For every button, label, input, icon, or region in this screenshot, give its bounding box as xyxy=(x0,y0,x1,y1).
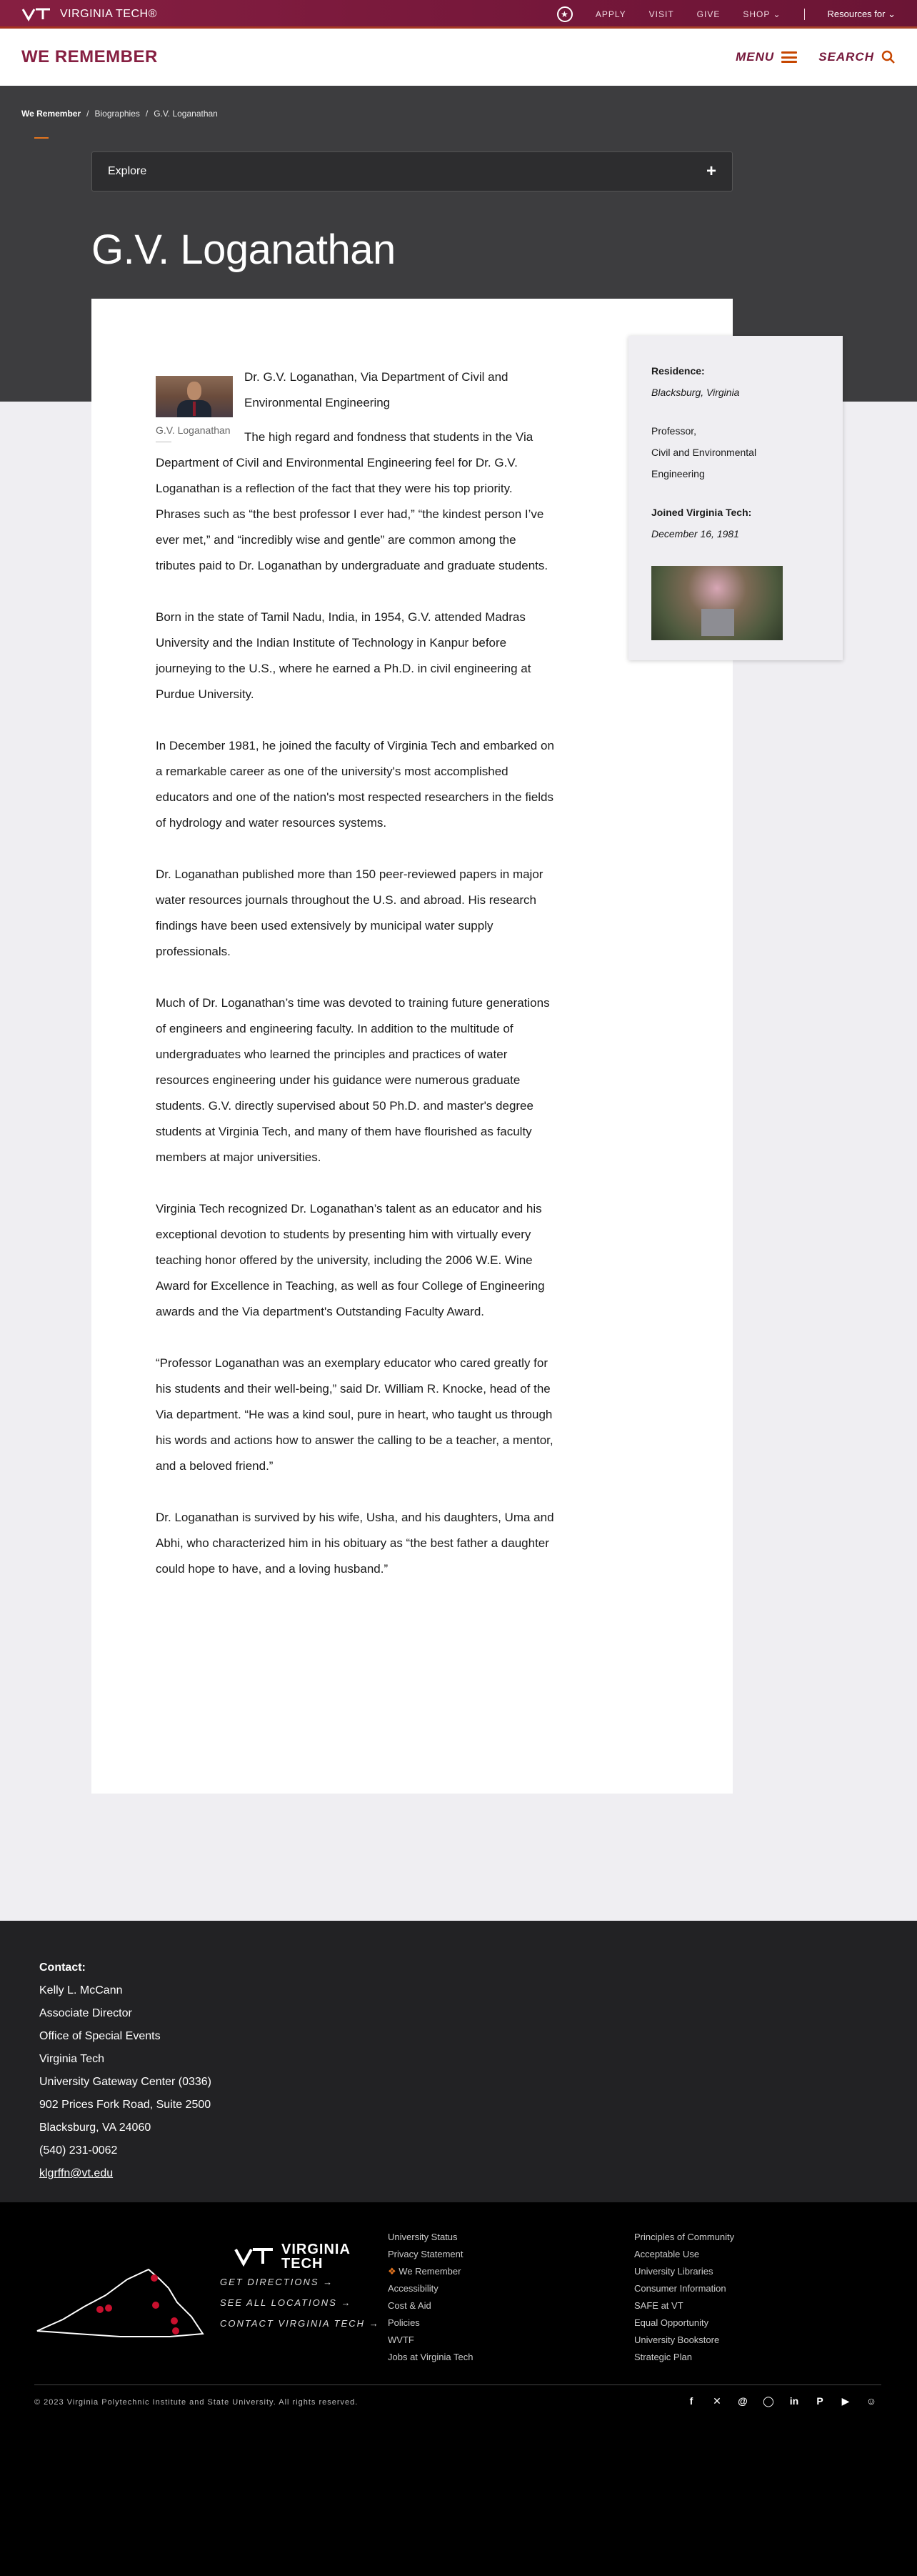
hamburger-icon xyxy=(781,51,797,63)
get-directions-label: GET DIRECTIONS xyxy=(220,2277,319,2287)
see-all-locations-link[interactable] xyxy=(220,2297,380,2308)
arrow-right-icon: → xyxy=(341,2297,352,2308)
footer-vt-logo[interactable] xyxy=(234,2242,351,2271)
breadcrumb-current: G.V. Loganathan xyxy=(154,109,218,119)
contact-label: Contact: xyxy=(39,1961,86,1974)
we-remember-label: We Remember xyxy=(399,2266,461,2277)
site-header xyxy=(0,29,917,86)
breadcrumb-we-remember[interactable]: We Remember xyxy=(21,109,81,119)
page-title: G.V. Loganathan xyxy=(91,227,396,273)
footer-link-we-remember[interactable] xyxy=(388,2265,473,2277)
breadcrumb-separator: / xyxy=(86,109,89,119)
chevron-down-icon: ⌄ xyxy=(773,9,781,19)
pinterest-icon[interactable]: P xyxy=(816,2395,823,2407)
footer-link[interactable]: University Status xyxy=(388,2232,458,2242)
ribbon-icon: ❖ xyxy=(388,2266,396,2277)
contact-building: University Gateway Center (0336) xyxy=(39,2076,211,2088)
menu-button[interactable] xyxy=(736,50,797,64)
instagram-icon[interactable]: ◯ xyxy=(763,2395,774,2407)
footer-link[interactable]: University Libraries xyxy=(634,2266,713,2277)
footer-link[interactable]: Consumer Information xyxy=(634,2283,726,2294)
contact-name: Kelly L. McCann xyxy=(39,1984,123,1996)
contact-vt-label: CONTACT VIRGINIA TECH xyxy=(220,2318,366,2329)
footer-links-col-2 xyxy=(634,2231,734,2363)
paragraph-1: The high regard and fondness that students in the Via Department of Civil and Environmental Engineering feel for Dr. G.V. Loganathan is a reflection of the fact that they were his top priority. Phrases such as “the best professor I ever had,” “the kindest person I’ve ever met,” and “incredibly wise and gentle” are common among the tributes paid to Dr. Loganathan by undergraduate and graduate students. xyxy=(156,430,548,572)
threads-icon[interactable]: @ xyxy=(738,2395,748,2407)
facebook-icon[interactable]: f xyxy=(689,2395,693,2407)
footer-logo-virginia: VIRGINIA xyxy=(281,2242,351,2257)
portrait-caption: G.V. Loganathan xyxy=(156,424,231,436)
role-line-2: Civil and Environmental xyxy=(651,447,757,458)
youtube-icon[interactable]: ▶ xyxy=(841,2395,850,2407)
menu-label: MENU xyxy=(736,50,775,64)
copyright: © 2023 Virginia Polytechnic Institute and State University. All rights reserved. xyxy=(34,2398,359,2407)
breadcrumb-biographies[interactable]: Biographies xyxy=(94,109,140,119)
joined-label: Joined Virginia Tech: xyxy=(651,507,752,518)
footer-link[interactable]: Jobs at Virginia Tech xyxy=(388,2352,473,2362)
bio-sidebar xyxy=(628,336,843,660)
footer-link[interactable]: Accessibility xyxy=(388,2283,439,2294)
footer-link[interactable]: Privacy Statement xyxy=(388,2249,463,2259)
paragraph-2: Born in the state of Tamil Nadu, India, in 1954, G.V. attended Madras University and the Indian Institute of Technology in Kanpur before journeying to the U.S., where he earned a Ph.D. in civil engineering at Purdue University. xyxy=(156,610,531,701)
site-title[interactable]: WE REMEMBER xyxy=(21,47,158,66)
paragraph-7: “Professor Loganathan was an exemplary educator who cared greatly for his students and their well-being,” said Dr. William R. Knocke, head of the Via department. “He was a kind soul, pure in heart, who taught us through his words and actions how to answer the calling to be a teacher, a mentor, and a beloved friend.” xyxy=(156,1356,553,1473)
contact-street: 902 Prices Fork Road, Suite 2500 xyxy=(39,2099,211,2111)
brand-bar xyxy=(0,0,917,29)
footer-cta-links xyxy=(220,2277,380,2329)
visit-link[interactable]: VISIT xyxy=(648,9,674,19)
paragraph-6: Virginia Tech recognized Dr. Loganathan’s talent as an educator and his exceptional devotion to students by presenting him with virtually every teaching honor offered by the university, including the 2006 W.E. Wine Award for Excellence in Teaching, as well as four College of Engineering awards and the Via department's Outstanding Faculty Award. xyxy=(156,1202,545,1318)
contact-org: Virginia Tech xyxy=(39,2053,105,2065)
paragraph-3: In December 1981, he joined the faculty of Virginia Tech and embarked on a remarkable career as one of the university's most accomplished educators and one of the nation's most respected researchers in the fields of hydrology and water resources systems. xyxy=(156,739,554,830)
footer-link[interactable]: Equal Opportunity xyxy=(634,2317,709,2328)
resources-label: Resources for xyxy=(827,9,886,19)
arrow-right-icon: → xyxy=(323,2277,334,2287)
accessibility-icon[interactable]: ★ xyxy=(557,6,573,22)
top-links xyxy=(557,6,896,22)
explore-label: Explore xyxy=(108,165,147,177)
residence-value: Blacksburg, Virginia xyxy=(651,387,740,398)
footer-link[interactable]: Principles of Community xyxy=(634,2232,735,2242)
joined-value: December 16, 1981 xyxy=(651,528,739,539)
vt-logo-icon xyxy=(21,7,53,21)
footer-link[interactable]: Policies xyxy=(388,2317,420,2328)
shop-link[interactable] xyxy=(743,9,781,19)
get-directions-link[interactable] xyxy=(220,2277,380,2287)
paragraph-5: Much of Dr. Loganathan’s time was devoted to training future generations of engineers and engineering faculty. In addition to the multitude of undergraduates who learned the principles and practices of water resources engineering under his guidance were numerous graduate students. G.V. directly supervised about 50 Ph.D. and master's degree students at Virginia Tech, and many of them have flourished as faculty members at major universities. xyxy=(156,996,550,1164)
give-link[interactable]: GIVE xyxy=(696,9,721,19)
intro-heading: Dr. G.V. Loganathan, Via Department of Civil and Environmental Engineering xyxy=(244,370,508,409)
breadcrumb-accent xyxy=(34,137,49,139)
footer-logo-tech: TECH xyxy=(281,2256,324,2272)
contact-email-link[interactable]: klgrffn@vt.edu xyxy=(39,2167,114,2179)
footer-link[interactable]: Acceptable Use xyxy=(634,2249,700,2259)
footer-links-col-1 xyxy=(388,2231,473,2363)
x-icon[interactable]: ✕ xyxy=(713,2395,721,2407)
arrow-right-icon: → xyxy=(369,2318,380,2329)
header-actions xyxy=(736,50,896,64)
contact-office: Office of Special Events xyxy=(39,2030,161,2042)
social-links xyxy=(683,2392,880,2410)
breadcrumb xyxy=(21,109,218,119)
footer-divider xyxy=(34,2384,881,2385)
contact-section xyxy=(0,1921,917,2202)
see-all-locations-label: SEE ALL LOCATIONS xyxy=(220,2297,337,2308)
vt-brand-text: VIRGINIA TECH® xyxy=(60,8,157,20)
portrait-image xyxy=(156,376,233,417)
plus-icon: + xyxy=(706,161,716,181)
role-line-3: Engineering xyxy=(651,468,705,479)
divider xyxy=(804,9,805,20)
contact-vt-link[interactable] xyxy=(220,2318,380,2329)
linkedin-icon[interactable]: in xyxy=(789,2395,799,2407)
biography-content xyxy=(156,364,556,1582)
role-line-1: Professor, xyxy=(651,425,697,437)
explore-accordion[interactable] xyxy=(91,151,733,192)
paragraph-8: Dr. Loganathan is survived by his wife, Usha, and his daughters, Uma and Abhi, who characterized him in his obituary as “the best father a daughter could hope to have, and a loving husband.” xyxy=(156,1511,554,1576)
contact-city: Blacksburg, VA 24060 xyxy=(39,2122,151,2134)
vt-logo-icon xyxy=(234,2247,274,2267)
snapchat-icon[interactable]: ☺ xyxy=(866,2395,877,2407)
shop-label: SHOP xyxy=(743,9,771,19)
footer-link[interactable]: Strategic Plan xyxy=(634,2352,692,2362)
apply-link[interactable]: APPLY xyxy=(595,9,626,19)
memorial-image xyxy=(651,566,783,640)
contact-phone: (540) 231-0062 xyxy=(39,2144,118,2157)
search-label: SEARCH xyxy=(818,50,874,64)
paragraph-4: Dr. Loganathan published more than 150 peer-reviewed papers in major water resources journals throughout the U.S. and abroad. His research findings have been used extensively by municipal water supply professionals. xyxy=(156,867,543,958)
search-button[interactable] xyxy=(818,50,896,64)
residence-label: Residence: xyxy=(651,365,705,377)
search-icon xyxy=(881,50,896,64)
resources-for-dropdown[interactable] xyxy=(828,9,896,20)
contact-title: Associate Director xyxy=(39,2007,132,2019)
footer-link[interactable]: SAFE at VT xyxy=(634,2300,683,2311)
virginia-map-icon xyxy=(34,2259,206,2345)
footer-link[interactable]: University Bookstore xyxy=(634,2334,720,2345)
portrait-figure xyxy=(156,376,241,442)
footer-link[interactable]: Cost & Aid xyxy=(388,2300,431,2311)
vt-brand-link[interactable] xyxy=(21,7,157,21)
footer-link[interactable]: WVTF xyxy=(388,2334,414,2345)
global-footer xyxy=(0,2202,917,2576)
chevron-down-icon: ⌄ xyxy=(888,9,896,19)
breadcrumb-separator: / xyxy=(145,109,149,119)
